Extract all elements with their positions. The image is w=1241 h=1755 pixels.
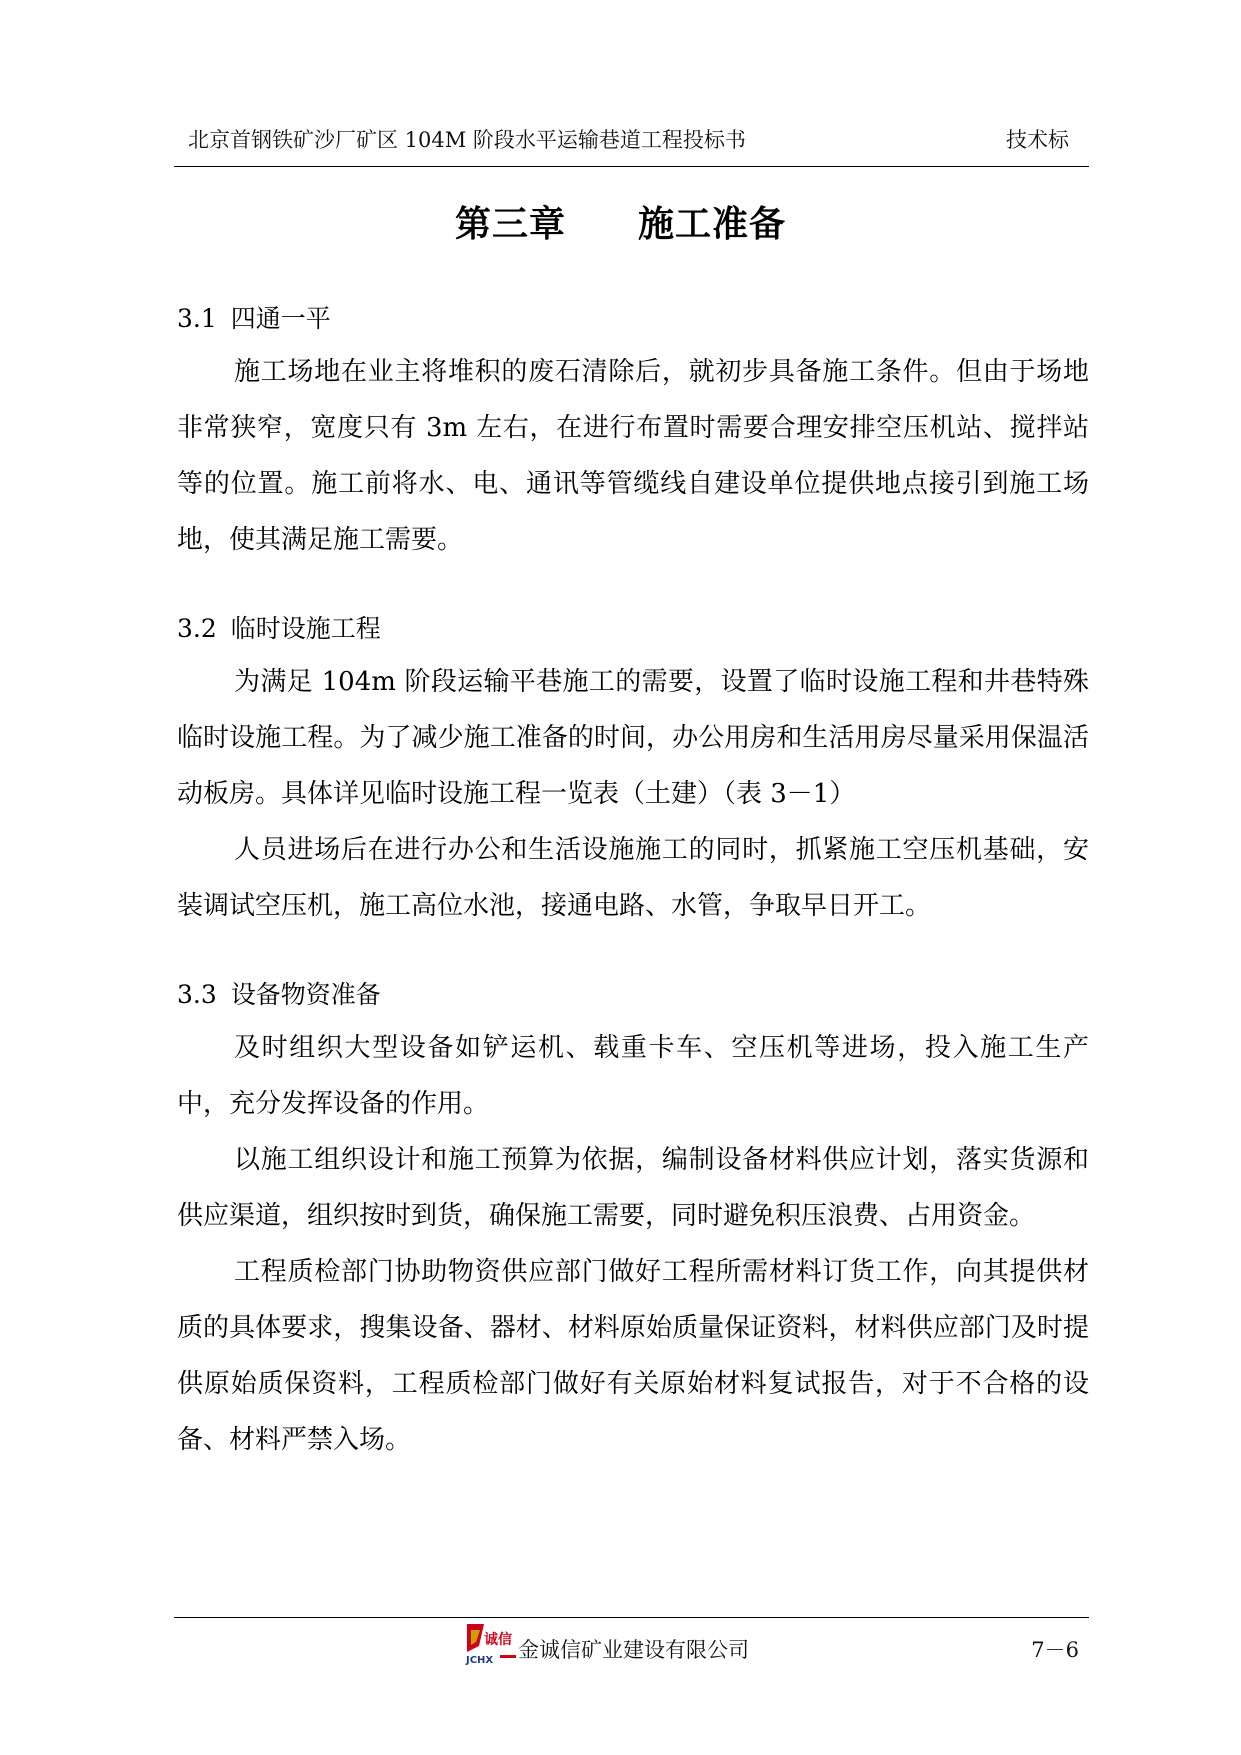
paragraph: 为满足 104m 阶段运输平巷施工的需要，设置了临时设施工程和井巷特殊临时设施工程。为了减少施工准备的时间，办公用房和生活用房尽量采用保温活动板房。具体详见临时设施工程一览表（土建）（表 3－1） [177, 667, 1089, 809]
paragraph: 及时组织大型设备如铲运机、载重卡车、空压机等进场，投入施工生产中，充分发挥设备的作用。 [177, 1033, 1089, 1119]
logo-subtext: JCHX [466, 1655, 494, 1666]
section-heading [177, 606, 1089, 652]
company-logo-icon [464, 1622, 518, 1666]
header-divider [174, 166, 1089, 167]
paragraph: 施工场地在业主将堆积的废石清除后，就初步具备施工条件。但由于场地非常狭窄，宽度只有 3m 左右，在进行布置时需要合理安排空压机站、搅拌站等的位置。施工前将水、电、通讯等管缆线自建设单位提供地点接引到施工场地，使其满足施工需要。 [177, 357, 1089, 555]
logo-bar [500, 1655, 516, 1658]
document-type: 技术标 [1006, 128, 1069, 152]
paragraph: 人员进场后在进行办公和生活设施施工的同时，抓紧施工空压机基础，安装调试空压机，施工高位水池，接通电路、水管，争取早日开工。 [177, 835, 1089, 921]
section-3-2 [177, 606, 1089, 934]
page-number: 7－6 [1031, 1638, 1079, 1662]
paragraph: 工程质检部门协助物资供应部门做好工程所需材料订货工作，向其提供材质的具体要求，搜集设备、器材、材料原始质量保证资料，材料供应部门及时提供原始质保资料，工程质检部门做好有关原始材料复试报告，对于不合格的设备、材料严禁入场。 [177, 1257, 1089, 1455]
paragraph: 以施工组织设计和施工预算为依据，编制设备材料供应计划，落实货源和供应渠道，组织按时到货，确保施工需要，同时避免积压浪费、占用资金。 [177, 1145, 1089, 1231]
document-body [177, 296, 1089, 1468]
page-footer [174, 1620, 1089, 1670]
section-heading [177, 296, 1089, 342]
section-3-3 [177, 972, 1089, 1468]
chapter-number: 第三章 [454, 204, 566, 245]
company-name: 金诚信矿业建设有限公司 [518, 1638, 749, 1662]
section-number: 3.3 [177, 980, 217, 1009]
section-number: 3.2 [177, 614, 217, 643]
document-title: 北京首钢铁矿沙厂矿区 104M 阶段水平运输巷道工程投标书 [188, 128, 746, 152]
footer-divider [174, 1617, 1089, 1618]
section-title: 四通一平 [230, 304, 331, 333]
section-number: 3.1 [177, 304, 217, 333]
page-header [174, 124, 1089, 154]
section-heading [177, 972, 1089, 1018]
section-title: 临时设施工程 [230, 614, 381, 643]
logo-text: 诚信 [484, 1632, 512, 1648]
chapter-title [0, 196, 1241, 247]
section-3-1 [177, 296, 1089, 568]
chapter-name: 施工准备 [638, 204, 787, 245]
section-title: 设备物资准备 [230, 980, 381, 1009]
